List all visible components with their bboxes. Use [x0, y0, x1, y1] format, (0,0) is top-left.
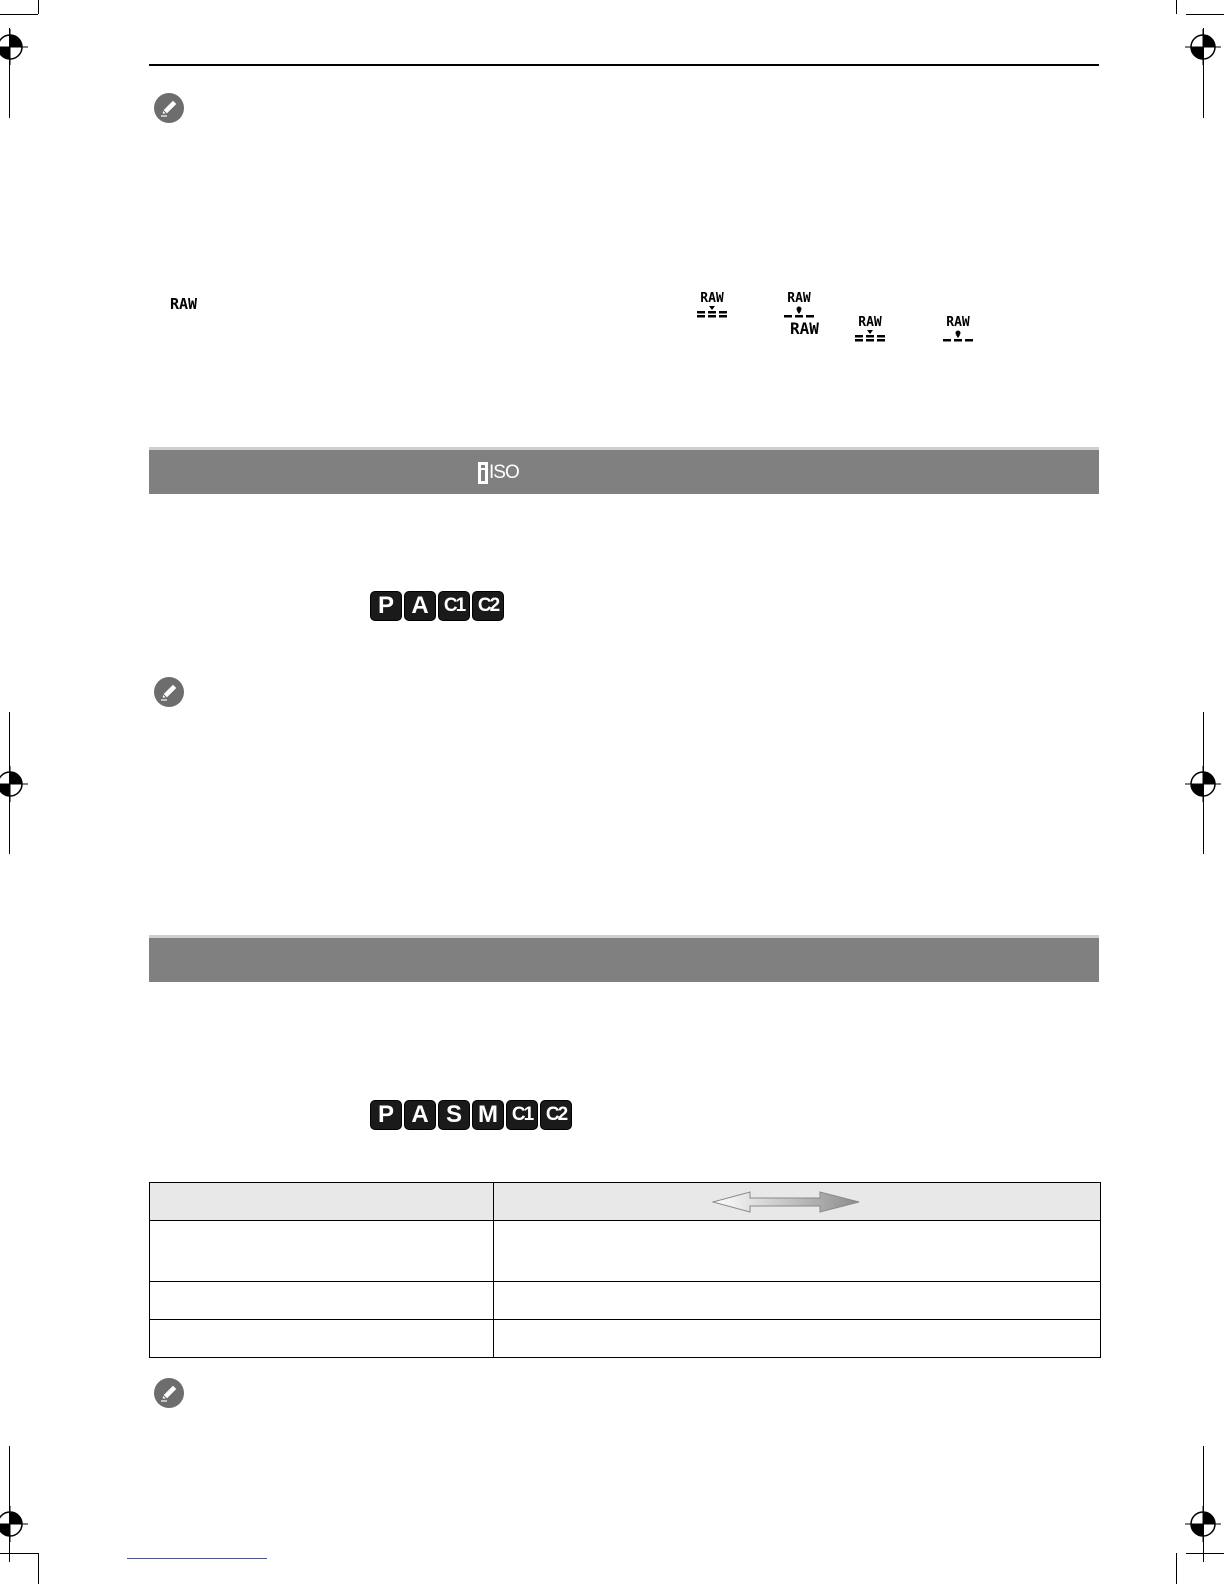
raw-standard-icon: RAW	[940, 316, 976, 346]
raw-fine-icon: RAW	[852, 316, 888, 346]
mode-c1-icon: C1	[438, 591, 470, 621]
raw-icon: RAW	[790, 319, 819, 338]
applicable-modes-second	[370, 1100, 572, 1130]
applicable-modes-iso	[370, 591, 504, 621]
table-row	[150, 1320, 1101, 1358]
pencil-note-icon	[153, 1377, 185, 1409]
crosshair-registration-icon	[1185, 1506, 1221, 1542]
raw-standard-icon: RAW	[781, 292, 817, 322]
crosshair-registration-icon	[0, 29, 28, 65]
pencil-note-icon	[153, 676, 185, 708]
raw-icon: RAW	[170, 295, 198, 313]
header-rule	[149, 64, 1099, 66]
footer-link-underline	[127, 1558, 267, 1559]
mode-c1-icon: C1	[506, 1100, 538, 1130]
mode-p-icon: P	[370, 1100, 402, 1130]
table-header-row	[150, 1183, 1101, 1221]
crosshair-registration-icon	[0, 1506, 28, 1542]
crosshair-registration-icon	[1185, 766, 1221, 802]
pencil-note-icon	[153, 92, 185, 124]
section-header-intelligent-iso	[149, 447, 1099, 494]
mode-c2-icon: C2	[540, 1100, 572, 1130]
mode-s-icon: S	[438, 1100, 470, 1130]
double-arrow-icon	[712, 1190, 860, 1214]
table-row	[150, 1282, 1101, 1320]
mode-m-icon: M	[472, 1100, 504, 1130]
mode-c2-icon: C2	[472, 591, 504, 621]
table-header-cell	[494, 1183, 1101, 1221]
crosshair-registration-icon	[1185, 29, 1221, 65]
mode-p-icon: P	[370, 591, 402, 621]
table-header-cell	[150, 1183, 494, 1221]
raw-fine-icon: RAW	[694, 292, 730, 322]
table-row	[150, 1221, 1101, 1282]
settings-table	[149, 1182, 1101, 1358]
section-header-second	[149, 935, 1099, 982]
mode-a-icon: A	[404, 591, 436, 621]
mode-a-icon: A	[404, 1100, 436, 1130]
intelligent-iso-icon: ISO	[478, 461, 519, 485]
crosshair-registration-icon	[0, 766, 28, 802]
